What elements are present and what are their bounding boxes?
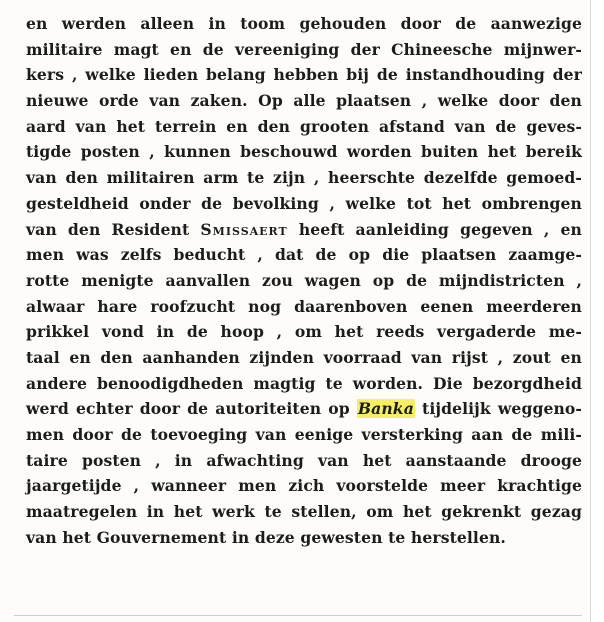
- text-segment: rotte menigte aanvallen zou wagen op de mijndistricten ,: [26, 270, 582, 290]
- text-line: [26, 396, 582, 422]
- text-line: [26, 114, 582, 140]
- text-line: [26, 268, 582, 294]
- text-segment: andere benoodigdheden magtig te worden. Die bezorgdheid: [26, 373, 582, 393]
- text-line: [26, 242, 582, 268]
- text-segment: heeft aanleiding gegeven , en: [287, 219, 582, 239]
- text-line: [26, 345, 582, 371]
- text-line: [26, 499, 582, 525]
- text-segment: prikkel vond in de hoop , om het reeds vergaderde me-: [26, 322, 582, 342]
- text-segment: nieuwe orde van zaken. Op alle plaatsen , welke door den: [26, 91, 582, 111]
- text-segment: werd echter door de autoriteiten op: [26, 399, 357, 419]
- text-segment: tigde posten , kunnen beschouwd worden buiten het bereik: [26, 142, 582, 162]
- text-segment: tijdelijk weggeno-: [414, 399, 582, 419]
- small-caps-name: Smissaert: [200, 219, 288, 239]
- text-line: [26, 139, 582, 165]
- text-line: [26, 165, 582, 191]
- text-line: [26, 62, 582, 88]
- text-segment: van den Resident: [26, 219, 201, 239]
- text-segment: militaire magt en de vereeniging der Chineesche mijnwer-: [26, 39, 582, 59]
- text-segment: gesteldheid onder de bevolking , welke tot het ombrengen: [26, 193, 582, 213]
- text-line: [26, 422, 582, 448]
- text-line: [26, 88, 582, 114]
- text-segment: van het Gouvernement in deze gewesten te herstellen.: [26, 527, 506, 547]
- text-segment: jaargetijde , wanneer men zich voorstelde meer krachtige: [26, 476, 582, 496]
- body-text: [26, 11, 582, 550]
- text-line: [26, 11, 582, 37]
- text-line: [26, 371, 582, 397]
- text-line: [26, 191, 582, 217]
- text-line: [26, 217, 582, 243]
- highlighted-word: Banka: [357, 399, 414, 419]
- text-segment: kers , welke lieden belang hebben bij de instandhouding der: [26, 65, 582, 85]
- text-segment: alwaar hare roofzucht nog daarenboven eenen meerderen: [26, 296, 582, 316]
- text-segment: maatregelen in het werk te stellen, om het gekrenkt gezag: [26, 502, 582, 522]
- text-segment: aard van het terrein en den grooten afstand van de geves-: [26, 116, 582, 136]
- text-segment: men door de toevoeging van eenige versterking aan de mili-: [26, 425, 582, 444]
- text-line: [26, 37, 582, 63]
- text-line: [26, 319, 582, 345]
- text-segment: van den militairen arm te zijn , heerschte dezelfde gemoed-: [26, 168, 582, 188]
- text-line: [26, 294, 582, 320]
- text-segment: men was zelfs beducht , dat de op die plaatsen zaamge-: [26, 245, 582, 265]
- text-line: [26, 473, 582, 499]
- text-segment: taal en den aanhanden zijnden voorraad van rijst , zout en: [26, 347, 582, 367]
- text-segment: taire posten , in afwachting van het aanstaande drooge: [26, 450, 582, 470]
- text-line: [26, 525, 582, 551]
- text-line: [26, 448, 582, 474]
- text-segment: en werden alleen in toom gehouden door de aanwezige: [26, 14, 582, 33]
